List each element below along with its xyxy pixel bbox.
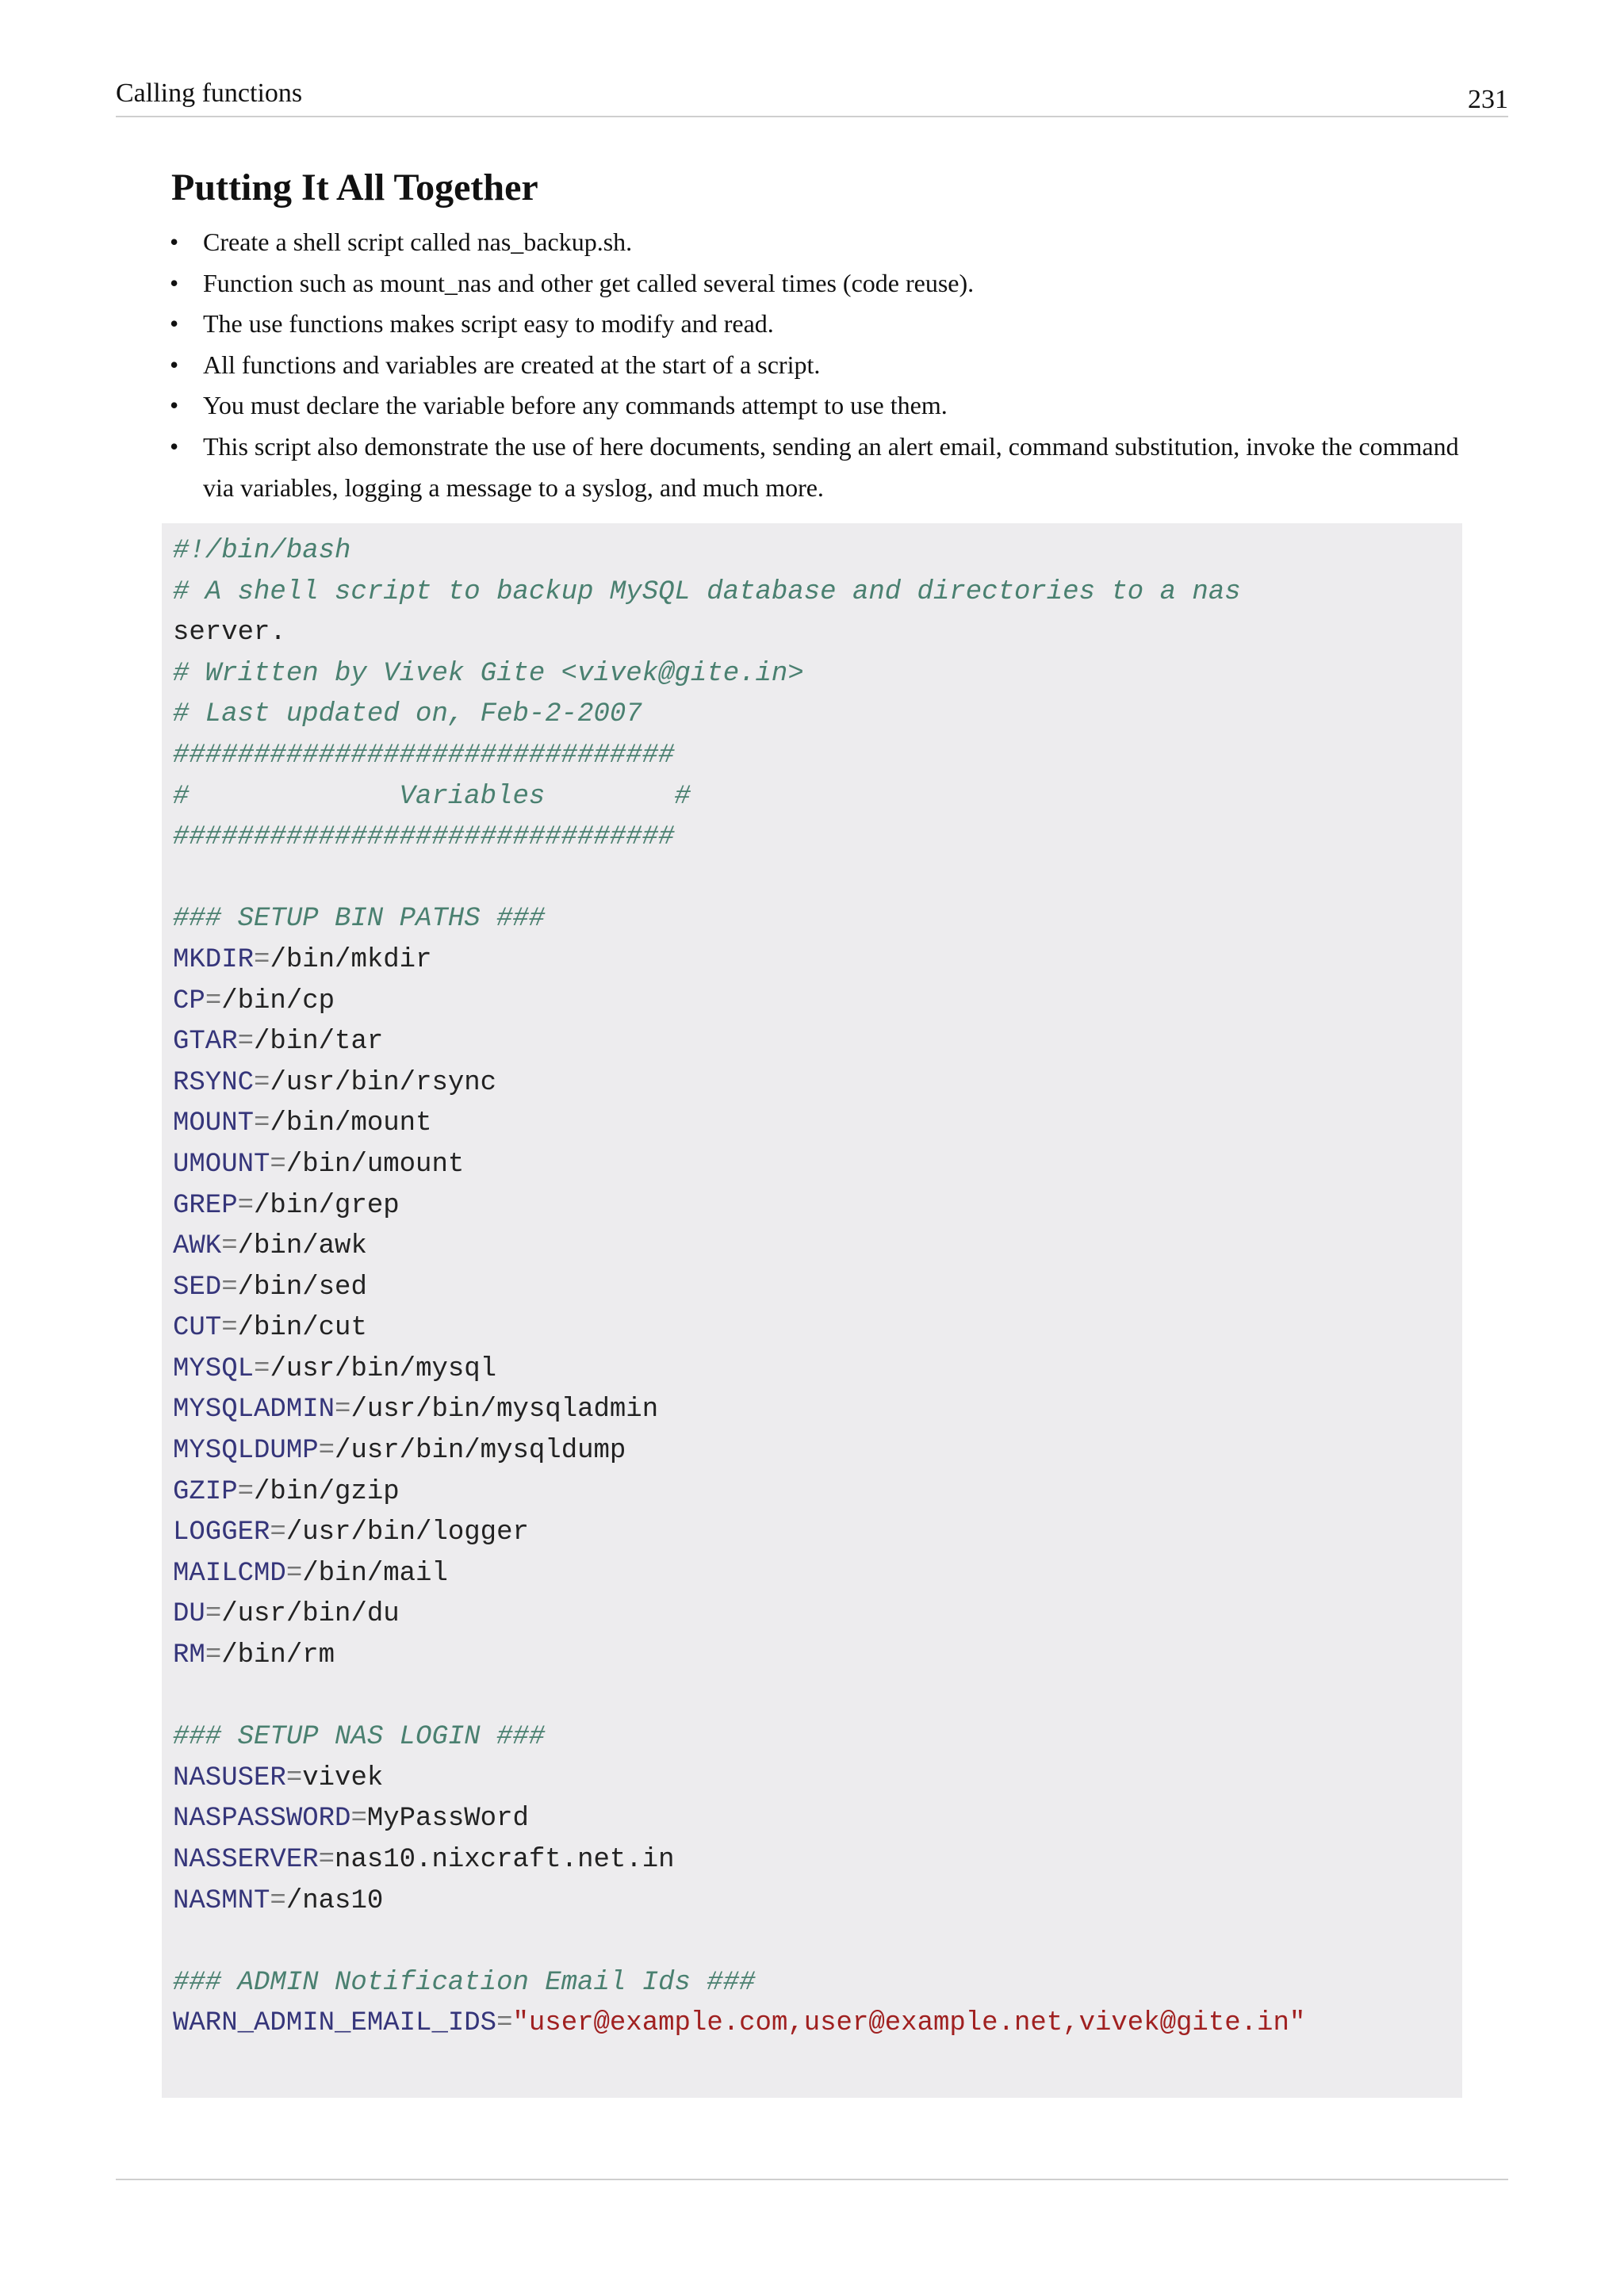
- code-line: ###############################: [173, 822, 675, 853]
- code-variable-name: UMOUNT: [173, 1149, 270, 1180]
- code-variable-value: /nas10: [285, 1885, 384, 1916]
- code-line: WARN_ADMIN_EMAIL_IDS="user@example.com,user@example.net,vivek@gite.in": [173, 2008, 1306, 2039]
- footer-divider: [116, 2179, 1508, 2180]
- code-variable-name: MOUNT: [173, 1108, 255, 1139]
- code-variable-value: /bin/tar: [254, 1027, 384, 1058]
- code-variable-value: vivek: [302, 1762, 384, 1793]
- code-variable-name: NASUSER: [173, 1762, 286, 1793]
- code-variable-name: GREP: [173, 1190, 238, 1221]
- list-item: • Function such as mount_nas and other get called several times (code reuse).: [167, 263, 1467, 304]
- code-line: RM=/bin/rm: [173, 1640, 335, 1671]
- code-line: AWK=/bin/awk: [173, 1231, 367, 1262]
- chapter-title: Calling functions: [116, 78, 303, 108]
- code-line: LOGGER=/usr/bin/logger: [173, 1517, 529, 1548]
- code-line: NASPASSWORD=MyPassWord: [173, 1804, 529, 1835]
- code-line: # Variables #: [173, 781, 691, 812]
- list-item: • This script also demonstrate the use of here documents, sending an alert email, command substitution, invoke the command via variables, logging a message to a syslog, and much more.: [167, 427, 1467, 508]
- code-variable-value: /bin/sed: [237, 1272, 367, 1303]
- code-line: MYSQL=/usr/bin/mysql: [173, 1353, 497, 1384]
- code-listing: [173, 531, 1305, 2045]
- code-line: # A shell script to backup MySQL database and directories to a nas: [173, 576, 1241, 607]
- code-variable-value: /bin/mail: [302, 1558, 448, 1589]
- code-line: DU=/usr/bin/du: [173, 1599, 400, 1630]
- code-variable-name: NASSERVER: [173, 1845, 319, 1875]
- code-line: GTAR=/bin/tar: [173, 1027, 384, 1058]
- code-line: server.: [173, 618, 286, 649]
- code-line: UMOUNT=/bin/umount: [173, 1149, 465, 1180]
- code-line: CUT=/bin/cut: [173, 1313, 367, 1344]
- list-item: • The use functions makes script easy to modify and read.: [167, 304, 1467, 345]
- code-line: NASMNT=/nas10: [173, 1885, 384, 1916]
- code-line: MOUNT=/bin/mount: [173, 1108, 432, 1139]
- list-item: • Create a shell script called nas_backup.sh.: [167, 222, 1467, 263]
- code-variable-value: /bin/awk: [237, 1231, 367, 1262]
- code-variable-value: nas10.nixcraft.net.in: [335, 1845, 675, 1875]
- list-item: • You must declare the variable before any commands attempt to use them.: [167, 385, 1467, 427]
- page-number: 231: [1468, 85, 1508, 114]
- code-variable-name: NASMNT: [173, 1885, 270, 1916]
- code-variable-value: /bin/mkdir: [270, 944, 432, 975]
- code-variable-name: WARN_ADMIN_EMAIL_IDS: [173, 2008, 497, 2039]
- code-line: ### ADMIN Notification Email Ids ###: [173, 1967, 756, 1998]
- code-variable-name: MYSQLDUMP: [173, 1436, 319, 1467]
- code-variable-name: GTAR: [173, 1027, 238, 1058]
- code-line: ### SETUP BIN PATHS ###: [173, 904, 546, 935]
- code-variable-value: /bin/gzip: [254, 1476, 400, 1507]
- code-variable-value: /usr/bin/mysql: [270, 1353, 497, 1384]
- code-line: RSYNC=/usr/bin/rsync: [173, 1067, 497, 1098]
- code-variable-name: CP: [173, 985, 205, 1016]
- code-line: GREP=/bin/grep: [173, 1190, 400, 1221]
- code-line: NASUSER=vivek: [173, 1762, 384, 1793]
- code-variable-value: /usr/bin/mysqladmin: [350, 1395, 659, 1425]
- code-variable-value: /bin/mount: [270, 1108, 432, 1139]
- code-variable-value: MyPassWord: [366, 1804, 529, 1835]
- code-line: ### SETUP NAS LOGIN ###: [173, 1722, 546, 1753]
- code-variable-value: /bin/umount: [285, 1149, 465, 1180]
- code-variable-value: /usr/bin/du: [221, 1599, 400, 1630]
- list-item: • All functions and variables are created at the start of a script.: [167, 345, 1467, 386]
- code-variable-name: MKDIR: [173, 944, 255, 975]
- code-line: # Written by Vivek Gite <vivek@gite.in>: [173, 658, 804, 689]
- code-line: NASSERVER=nas10.nixcraft.net.in: [173, 1845, 675, 1875]
- code-variable-value: /usr/bin/mysqldump: [335, 1436, 626, 1467]
- code-variable-value: /bin/grep: [254, 1190, 400, 1221]
- code-variable-name: NASPASSWORD: [173, 1804, 351, 1835]
- code-line: SED=/bin/sed: [173, 1272, 367, 1303]
- code-variable-name: AWK: [173, 1231, 222, 1262]
- code-variable-name: RM: [173, 1640, 205, 1671]
- code-variable-name: MYSQL: [173, 1353, 255, 1384]
- page-header: [116, 76, 1508, 117]
- code-line: MKDIR=/bin/mkdir: [173, 944, 432, 975]
- code-line: MAILCMD=/bin/mail: [173, 1558, 448, 1589]
- code-line: ###############################: [173, 740, 675, 771]
- code-variable-name: MAILCMD: [173, 1558, 286, 1589]
- code-variable-name: MYSQLADMIN: [173, 1395, 335, 1425]
- code-line: CP=/bin/cp: [173, 985, 335, 1016]
- code-line: GZIP=/bin/gzip: [173, 1476, 400, 1507]
- bullet-list: [167, 222, 1467, 508]
- code-line: MYSQLDUMP=/usr/bin/mysqldump: [173, 1436, 626, 1467]
- code-block: [162, 523, 1462, 2098]
- code-variable-name: RSYNC: [173, 1067, 255, 1098]
- code-variable-value: /usr/bin/logger: [285, 1517, 529, 1548]
- section-title: Putting It All Together: [171, 166, 538, 209]
- code-variable-value: /usr/bin/rsync: [270, 1067, 497, 1098]
- code-line: MYSQLADMIN=/usr/bin/mysqladmin: [173, 1395, 659, 1425]
- code-variable-value: "user@example.com,user@example.net,vivek@gite.in": [512, 2008, 1306, 2039]
- code-variable-value: /bin/cut: [237, 1313, 367, 1344]
- code-line: #!/bin/bash: [173, 536, 351, 566]
- code-variable-name: LOGGER: [173, 1517, 270, 1548]
- code-variable-name: GZIP: [173, 1476, 238, 1507]
- code-variable-name: CUT: [173, 1313, 222, 1344]
- code-variable-name: DU: [173, 1599, 205, 1630]
- code-variable-value: /bin/cp: [221, 985, 335, 1016]
- code-line: # Last updated on, Feb-2-2007: [173, 699, 642, 730]
- code-variable-value: /bin/rm: [221, 1640, 335, 1671]
- code-variable-name: SED: [173, 1272, 222, 1303]
